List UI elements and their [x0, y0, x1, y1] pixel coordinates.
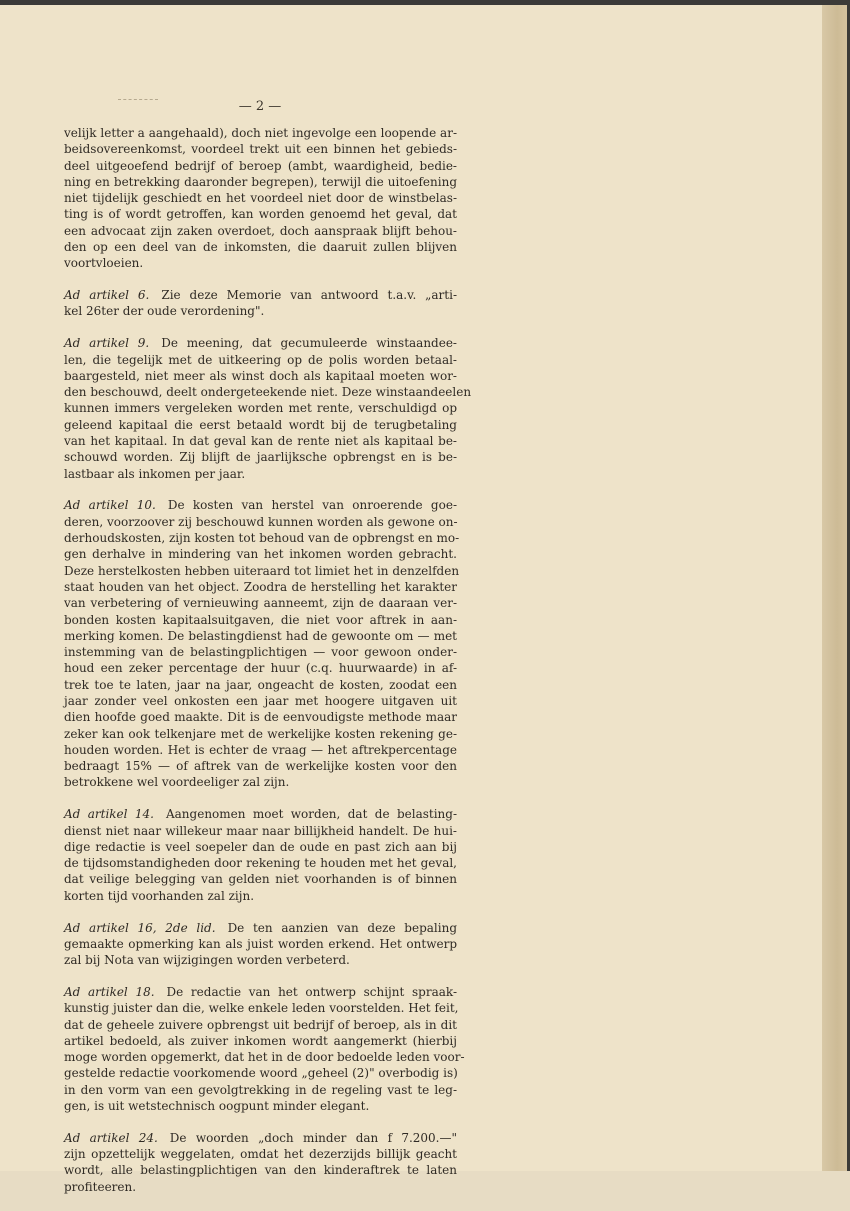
text-line	[64, 335, 457, 351]
text-line: velijk letter a aangehaald), doch niet ingevolge een loopende ar-	[64, 126, 457, 140]
text-line: baargesteld, niet meer als winst doch als kapitaal moeten wor-	[64, 368, 457, 383]
body-text	[64, 125, 472, 1211]
text-line: Deze herstelkosten hebben uiteraard tot limiet het in denzelfden	[64, 563, 460, 578]
text-line: len, die tegelijk met de uitkeering op de polis worden betaal-	[64, 352, 457, 367]
paragraph	[64, 920, 457, 969]
article-reference: Ad artikel 16, 2de lid.	[64, 920, 216, 935]
text-line: schouwd worden. Zij blijft de jaarlijksche opbrengst en is be-	[64, 450, 457, 465]
text-line: van verbetering of vernieuwing aanneemt, zijn de daaraan ver-	[64, 596, 457, 611]
text-line: den op een deel van de inkomsten, die daaruit zullen blijven	[64, 240, 457, 255]
paragraph	[64, 125, 457, 272]
article-reference: Ad artikel 6.	[64, 288, 150, 303]
text-line: gestelde redactie voorkomende woord „geheel (2)" overbodig is)	[64, 1066, 458, 1081]
text-line: de tijdsomstandigheden door rekening te houden met het geval,	[64, 856, 457, 871]
article-reference: Ad artikel 9.	[64, 336, 150, 351]
text-line	[64, 287, 457, 303]
text-line: korten tijd voorhanden zal zijn.	[64, 888, 255, 903]
text-line: een advocaat zijn zaken overdoet, doch aanspraak blijft behou-	[64, 223, 457, 238]
text-line: dige redactie is veel soepeler dan de oude en past zich aan bij	[64, 839, 457, 854]
paragraph	[64, 287, 457, 320]
text-line: gen derhalve in mindering van het inkomen worden gebracht.	[64, 547, 457, 562]
article-reference: Ad artikel 14.	[64, 807, 154, 822]
text-line: jaar zonder veel onkosten een jaar met hoogere uitgaven uit	[64, 694, 457, 708]
text-line: geleend kapitaal die eerst betaald wordt bij de terugbetaling	[64, 417, 457, 432]
text-line: betrokkene wel voordeeliger zal zijn.	[64, 775, 290, 790]
text-line: den beschouwd, deelt ondergeteekende niet. Deze winstaandeelen	[64, 385, 472, 400]
paragraph	[64, 806, 457, 904]
text-segment: Zie deze Memorie van antwoord t.a.v. „arti-	[161, 288, 457, 303]
text-segment: De ten aanzien van deze bepaling	[227, 920, 457, 935]
text-line: merking komen. De belastingdienst had de gewoonte om — met	[64, 628, 457, 643]
text-line: artikel bedoeld, als zuiver inkomen wordt aangemerkt (hierbij	[64, 1033, 457, 1048]
text-line: trek toe te laten, jaar na jaar, ongeacht de kosten, zoodat een	[64, 677, 457, 692]
text-line	[64, 1130, 457, 1146]
article-reference: Ad artikel 18.	[64, 984, 155, 999]
text-line: gen, is uit wetstechnisch oogpunt minder elegant.	[64, 1099, 370, 1114]
text-line: in den vorm van een gevolgtrekking in de regeling vast te leg-	[64, 1082, 457, 1097]
text-line: niet tijdelijk geschiedt en het voordeel niet door de winstbelas-	[64, 191, 457, 206]
text-segment: Aangenomen moet worden, dat de belasting-	[165, 807, 458, 822]
text-line: moge worden opgemerkt, dat het in de door bedoelde leden voor-	[64, 1050, 465, 1065]
text-line: bonden kosten kapitaalsuitgaven, die niet voor aftrek in aan-	[64, 612, 457, 627]
text-segment: De meening, dat gecumuleerde winstaandee-	[161, 336, 457, 351]
paragraph	[64, 984, 465, 1114]
text-line: profiteeren.	[64, 1179, 137, 1194]
text-line: instemming van de belastingplichtigen — voor gewoon onder-	[64, 645, 457, 660]
text-line: zijn opzettelijk weggelaten, omdat het dezerzijds billijk geacht	[64, 1147, 457, 1162]
text-line: staat houden van het object. Zoodra de herstelling het karakter	[64, 579, 457, 594]
text-line: bedraagt 15% — of aftrek van de werkelijke kosten voor den	[64, 759, 457, 774]
text-line: kel 26ter der oude verordening".	[64, 304, 265, 319]
text-line: wordt, alle belastingplichtigen van den kinderaftrek te laten	[64, 1163, 457, 1178]
text-line: beidsovereenkomst, voordeel trekt uit een binnen het gebieds-	[64, 142, 457, 157]
article-reference: Ad artikel 24.	[64, 1130, 158, 1145]
paragraph	[64, 1130, 457, 1195]
text-line: ning en betrekking daaronder begrepen), terwijl die uitoefening	[64, 174, 457, 189]
text-line	[64, 497, 457, 513]
paragraph	[64, 335, 472, 482]
text-segment: De kosten van herstel van onroerende goe-	[167, 498, 457, 513]
text-line: van het kapitaal. In dat geval kan de rente niet als kapitaal be-	[64, 434, 457, 449]
text-line	[64, 806, 457, 822]
page-edge-shadow	[822, 5, 847, 1171]
text-line: dat de geheele zuivere opbrengst uit bedrijf of beroep, als in dit	[64, 1017, 457, 1032]
text-line: dienst niet naar willekeur maar naar billijkheid handelt. De hui-	[64, 823, 457, 838]
text-line: deel uitgeoefend bedrijf of beroep (ambt, waardigheid, bedie-	[64, 158, 457, 173]
text-line: deren, voorzoover zij beschouwd kunnen worden als gewone on-	[64, 514, 458, 529]
text-line: houd een zeker percentage der huur (c.q. huurwaarde) in af-	[64, 661, 457, 676]
text-line	[64, 984, 457, 1000]
paragraph	[64, 497, 460, 790]
text-segment: De woorden „doch minder dan f 7.200.—"	[169, 1130, 457, 1145]
text-line: kunstig juister dan die, welke enkele leden voorstelden. Het feit,	[64, 1001, 459, 1016]
text-line: zal bij Nota van wijzigingen worden verbeterd.	[64, 953, 350, 968]
text-line: gemaakte opmerking kan als juist worden erkend. Het ontwerp	[64, 936, 457, 951]
text-line: lastbaar als inkomen per jaar.	[64, 466, 246, 481]
article-reference: Ad artikel 10.	[64, 498, 156, 513]
page-number: — 2 —	[238, 99, 282, 114]
text-line: kunnen immers vergeleken worden met rente, verschuldigd op	[64, 401, 457, 416]
text-line: derhoudskosten, zijn kosten tot behoud van de opbrengst en mo-	[64, 531, 460, 546]
text-line: dat veilige belegging van gelden niet voorhanden is of binnen	[64, 872, 457, 887]
text-line: zeker kan ook telkenjare met de werkelijke kosten rekening ge-	[64, 726, 457, 741]
text-line	[64, 920, 457, 936]
text-line: voortvloeien.	[64, 256, 144, 271]
text-line: houden worden. Het is echter de vraag — het aftrekpercentage	[64, 742, 457, 757]
text-segment: De redactie van het ontwerp schijnt spraak-	[166, 984, 457, 999]
text-line: ting is of wordt getroffen, kan worden genoemd het geval, dat	[64, 207, 457, 222]
text-line: dien hoofde goed maakte. Dit is de eenvoudigste methode maar	[64, 710, 457, 725]
